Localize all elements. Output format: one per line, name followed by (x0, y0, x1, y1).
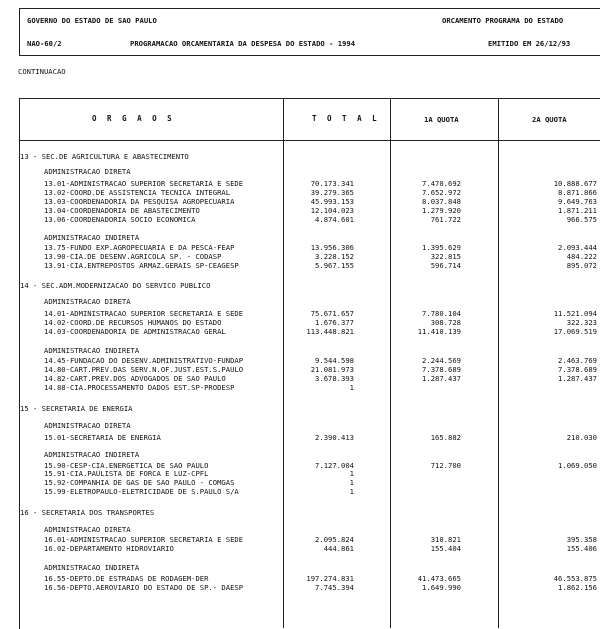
total-value: 1 (349, 478, 354, 487)
row-label: 13.03-COORDENADORIA DA PESQUISA AGROPECUARIA (44, 197, 235, 206)
row-label: 13.75-FUNDO EXP.AGROPECUARIA E DA PESCA-FEAP (44, 243, 235, 252)
quota1-value: 155.404 (430, 544, 461, 553)
row-label: 13.91-CIA.ENTREPOSTOS ARMAZ.GERAIS SP-CEAGESP (44, 261, 239, 270)
header-emitted: EMITIDO EM 26/12/93 (488, 39, 571, 48)
quota1-value: 1.279.920 (422, 206, 461, 215)
total-value: 1 (349, 487, 354, 496)
quota1-value: 7.652.972 (422, 188, 461, 197)
total-value: 444.861 (323, 544, 354, 553)
group-heading: ADMINISTRACAO INDIRETA (44, 233, 140, 242)
quota2-value: 1.069.050 (558, 461, 597, 470)
row-label: 16.01-ADMINISTRACAO SUPERIOR SECRETARIA E SEDE (44, 535, 244, 544)
row-label: 15.99-ELETROPAULO-ELETRICIDADE DE S.PAULO S/A (44, 487, 239, 496)
total-value: 4.874.601 (315, 215, 354, 224)
quota1-value: 2.244.569 (422, 356, 461, 365)
quota2-value: 1.862.156 (558, 583, 597, 592)
row-label: 13.04-COORDENADORIA DE ABASTECIMENTO (44, 206, 200, 215)
quota2-value: 895.072 (566, 261, 597, 270)
total-value: 1.676.377 (315, 318, 354, 327)
column-header-quota2: 2A QUOTA (532, 115, 567, 124)
total-value: 3.678.393 (315, 374, 354, 383)
quota2-value: 46.553.875 (553, 574, 597, 583)
header-program: PROGRAMACAO ORCAMENTARIA DA DESPESA DO ESTADO - 1994 (130, 39, 356, 48)
row-label: 14.01-ADMINISTRACAO SUPERIOR SECRETARIA E SEDE (44, 309, 244, 318)
row-label: 16.55-DEPTO.DE ESTRADAS DE RODAGEM-DER (44, 574, 209, 583)
quota2-value: 484.222 (566, 252, 597, 261)
row-label: 13.06-COORDENADORIA SOCIO ECONOMICA (44, 215, 196, 224)
row-label: 14.02-COORD.DE RECURSOS HUMANOS DO ESTADO (44, 318, 222, 327)
row-label: 15.90-CESP-CIA.ENERGETICA DE SAO PAULO (44, 461, 209, 470)
quota2-value: 8.871.866 (558, 188, 597, 197)
row-label: 14.03-COORDENADORIA DE ADMINISTRACAO GERAL (44, 327, 226, 336)
row-label: 13.02-COORD.DE ASSISTENCIA TECNICA INTEGRAL (44, 188, 231, 197)
quota1-value: 165.882 (430, 433, 461, 442)
total-value: 7.745.394 (315, 583, 354, 592)
quota1-value: 761.722 (430, 215, 461, 224)
quota1-value: 1.395.629 (422, 243, 461, 252)
total-value: 9.544.598 (315, 356, 354, 365)
row-label: 16.02-DEPARTAMENTO HIDROVIARIO (44, 544, 174, 553)
row-label: 15.92-COMPANHIA DE GAS DE SAO PAULO - COMGAS (44, 478, 235, 487)
group-heading: ADMINISTRACAO DIRETA (44, 297, 131, 306)
table-header-divider (19, 140, 600, 141)
total-value: 197.274.831 (306, 574, 354, 583)
row-label: 15.01-SECRETARIA DE ENERGIA (44, 433, 161, 442)
row-label: 14.82-CART.PREV.DOS ADVOGADOS DE SAO PAULO (44, 374, 226, 383)
group-heading: ADMINISTRACAO INDIRETA (44, 346, 140, 355)
total-value: 12.104.023 (310, 206, 354, 215)
quota1-value: 7.378.689 (422, 365, 461, 374)
header-code: NAO-60/2 (27, 39, 62, 48)
group-heading: ADMINISTRACAO DIRETA (44, 525, 131, 534)
total-value: 7.127.004 (315, 461, 354, 470)
header-right-title: ORCAMENTO PROGRAMA DO ESTADO (442, 16, 564, 25)
group-heading: ADMINISTRACAO INDIRETA (44, 450, 140, 459)
total-value: 1 (349, 469, 354, 478)
total-value: 39.279.365 (310, 188, 354, 197)
quota1-value: 310.821 (430, 535, 461, 544)
total-value: 45.993.153 (310, 197, 354, 206)
section-heading: 16 - SECRETARIA DOS TRANSPORTES (20, 508, 155, 517)
quota2-value: 9.649.763 (558, 197, 597, 206)
column-header-orgaos: O R G A O S (92, 114, 175, 123)
total-value: 13.956.306 (310, 243, 354, 252)
quota1-value: 8.037.848 (422, 197, 461, 206)
row-label: 14.45-FUNDACAO DO DESENV.ADMINISTRATIVO-FUNDAP (44, 356, 244, 365)
quota2-value: 210.030 (566, 433, 597, 442)
quota1-value: 1.287.437 (422, 374, 461, 383)
header-left-title: GOVERNO DO ESTADO DE SAO PAULO (27, 16, 157, 25)
quota2-value: 966.575 (566, 215, 597, 224)
quota1-value: 11.410.139 (417, 327, 461, 336)
quota1-value: 596.714 (430, 261, 461, 270)
quota2-value: 1.287.437 (558, 374, 597, 383)
row-label: 13.90-CIA.DE DESENV.AGRICOLA SP. - CODASP (44, 252, 222, 261)
quota2-value: 10.888.677 (553, 179, 597, 188)
quota1-value: 712.700 (430, 461, 461, 470)
total-value: 1 (349, 383, 354, 392)
total-value: 70.173.341 (310, 179, 354, 188)
quota2-value: 155.406 (566, 544, 597, 553)
quota2-value: 17.069.519 (553, 327, 597, 336)
group-heading: ADMINISTRACAO DIRETA (44, 421, 131, 430)
group-heading: ADMINISTRACAO INDIRETA (44, 563, 140, 572)
quota2-value: 2.463.769 (558, 356, 597, 365)
quota2-value: 7.378.689 (558, 365, 597, 374)
continuation-label: CONTINUACAO (18, 67, 66, 76)
total-value: 21.081.973 (310, 365, 354, 374)
quota2-value: 11.521.094 (553, 309, 597, 318)
total-value: 113.448.821 (306, 327, 354, 336)
row-label: 15.91-CIA.PAULISTA DE FORCA E LUZ-CPFL (44, 469, 209, 478)
quota1-value: 1.649.990 (422, 583, 461, 592)
row-label: 16.56-DEPTO.AEROVIARIO DO ESTADO DE SP.- DAESP (44, 583, 244, 592)
column-header-total: T O T A L (312, 114, 380, 123)
row-label: 14.88-CIA.PROCESSAMENTO DADOS EST.SP-PRODESP (44, 383, 235, 392)
quota2-value: 322.323 (566, 318, 597, 327)
total-value: 5.967.155 (315, 261, 354, 270)
row-label: 14.80-CART.PREV.DAS SERV.N.OF.JUST.EST.S.PAULO (44, 365, 244, 374)
total-value: 2.390.413 (315, 433, 354, 442)
column-header-quota1: 1A QUOTA (424, 115, 459, 124)
quota1-value: 41.473.665 (417, 574, 461, 583)
group-heading: ADMINISTRACAO DIRETA (44, 167, 131, 176)
total-value: 3.228.152 (315, 252, 354, 261)
total-value: 2.095.824 (315, 535, 354, 544)
row-label: 13.01-ADMINISTRACAO SUPERIOR SECRETARIA E SEDE (44, 179, 244, 188)
section-heading: 13 - SEC.DE AGRICULTURA E ABASTECIMENTO (20, 152, 189, 161)
column-divider-quota2 (498, 98, 499, 628)
section-heading: 15 - SECRETARIA DE ENERGIA (20, 404, 133, 413)
quota1-value: 308.728 (430, 318, 461, 327)
quota1-value: 7.470.692 (422, 179, 461, 188)
quota1-value: 322.815 (430, 252, 461, 261)
section-heading: 14 - SEC.ADM.MODERNIZACAO DO SERVICO PUBLICO (20, 281, 211, 290)
total-value: 75.671.657 (310, 309, 354, 318)
quota2-value: 2.093.444 (558, 243, 597, 252)
quota2-value: 1.871.211 (558, 206, 597, 215)
quota2-value: 395.358 (566, 535, 597, 544)
quota1-value: 7.780.104 (422, 309, 461, 318)
